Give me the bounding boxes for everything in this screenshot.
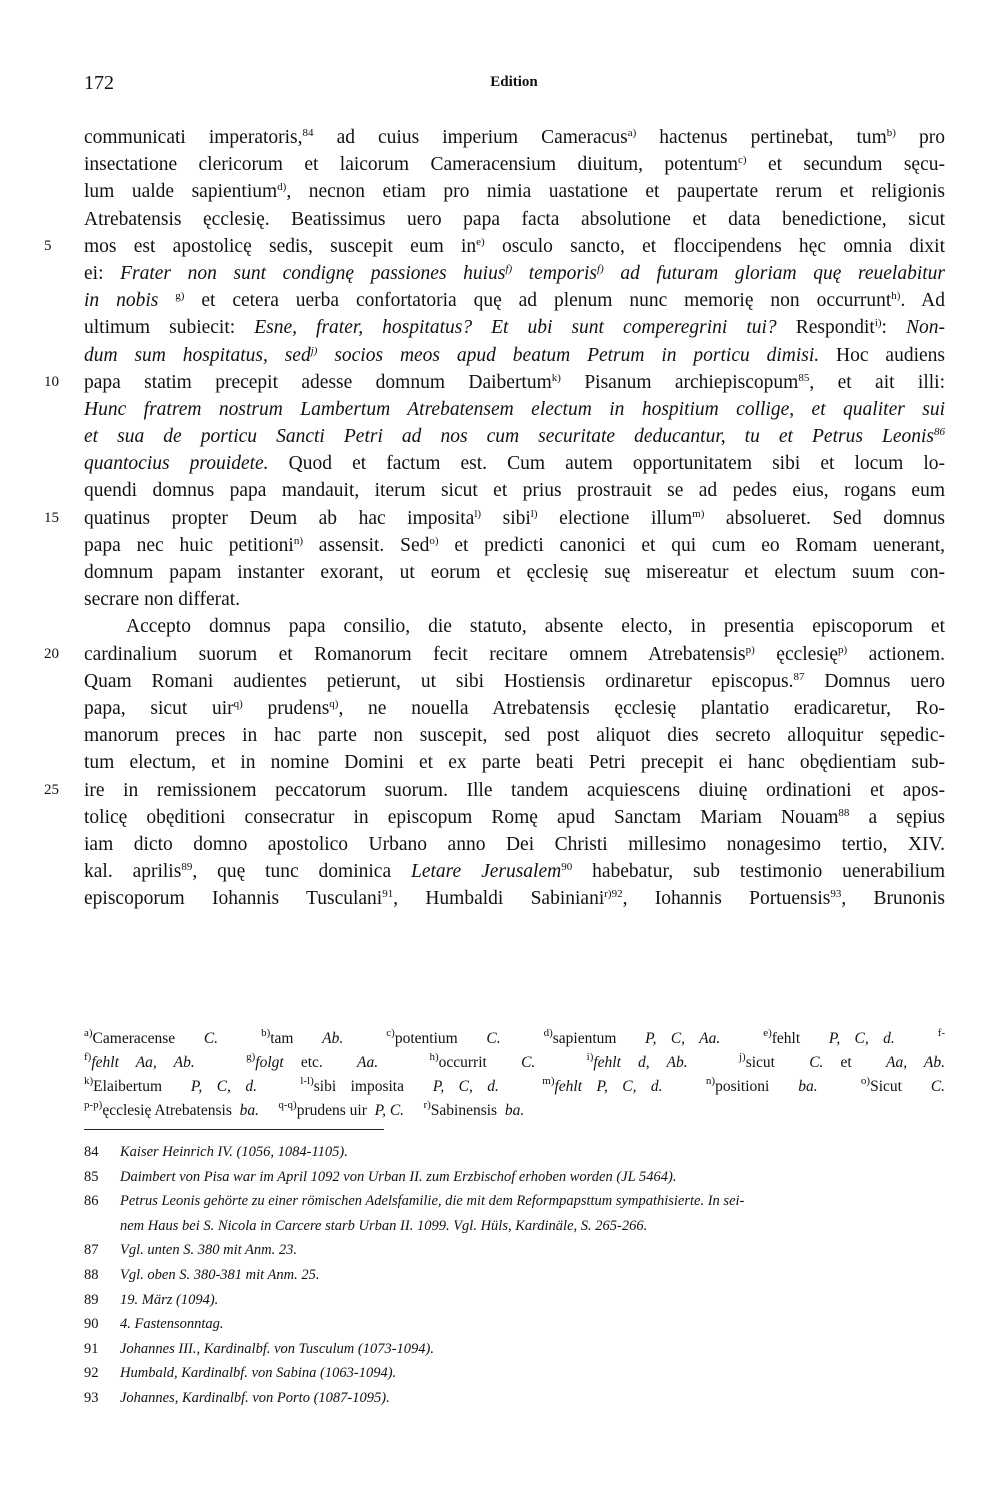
footnote-number: 91 (84, 1340, 99, 1357)
footnote-number: 86 (84, 1193, 99, 1210)
footnote (84, 1312, 945, 1337)
line-text: et sua de porticu Sancti Petri ad nos cum securitate deducantur, tu et Petrus Leonis$^{86}$ (84, 426, 945, 448)
text-line (84, 450, 945, 477)
footnote (84, 1361, 945, 1386)
text-line (84, 178, 945, 205)
line-text: Quam Romani audientes petierunt, ut sibi Hostiensis ordinaretur episcopus.$^{87}$ Domnus uero (84, 670, 945, 692)
line-text: communicati imperatoris,$^{84}$ ad cuius imperium Cameracus$^{a)}$ hactenus pertinebat, tum$^{b)}$ pro (84, 127, 945, 148)
text-line (84, 804, 945, 831)
text-line (84, 613, 945, 640)
footnote-rule (84, 1129, 384, 1130)
apparatus-line: $^{f)}$fehlt Aa, Ab. $^{g)}$folgt etc. Aa. $^{h)}$occurrit C. $^{i)}$fehlt d, Ab. $^{j)}$sicut C. et Aa, Ab. (84, 1051, 946, 1071)
line-text: kal. aprilis$^{89}$, quę tunc dominica Letare Jerusalem$^{90}$ habebatur, sub testimonio uenerabilium (84, 861, 945, 883)
text-line (84, 695, 945, 722)
line-number: 15 (44, 509, 59, 526)
line-text: lum ualde sapientium$^{d)}$, necnon etiam pro nimia uastatione et paupertate rerum et religionis (84, 181, 945, 203)
line-text: quendi domnus papa mandauit, iterum sicut et prius prostrauit se ad pedes eius, rogans eum (84, 480, 945, 502)
footnote-text: Vgl. oben S. 380-381 mit Anm. 25. (120, 1266, 320, 1283)
text-line (84, 151, 945, 178)
page-header (84, 72, 944, 96)
line-text: tolicę obęditioni consecratur in episcopum Romę apud Sanctam Mariam Nouam$^{88}$ a sępius (84, 806, 945, 828)
line-text: manorum preces in hac parte non suscepit, sed post aliquot dies secreto alloquitur sępedic- (84, 725, 945, 747)
line-text: ei: Frater non sunt condignę passiones huius$^{f)}$ temporis$^{f)}$ ad futuram gloriam quę reuelabitur (84, 262, 946, 284)
text-line (84, 831, 945, 858)
line-text: ire in remissionem peccatorum suorum. Ille tandem acquiescens diuinę ordinationi et apos- (84, 779, 945, 801)
footnote (84, 1165, 945, 1190)
footnote-text: 4. Fastensonntag. (120, 1316, 224, 1333)
line-text: quantocius prouidete. Quod et factum est. Cum autem opportunitatem sibi et locum lo- (84, 453, 945, 475)
text-line (44, 777, 945, 804)
line-text: dum sum hospitatus, sed$^{j)}$ socios meos apud beatum Petrum in porticu dimisi. Hoc audiens (84, 344, 945, 366)
text-line (84, 722, 945, 749)
footnote (84, 1337, 945, 1362)
text-line (84, 858, 945, 885)
line-text: in nobis $^{g)}$ et cetera uerba confortatoria quę ad plenum nunc memorię non occurrunt$^{h)}$. Ad (84, 290, 945, 312)
line-text: ultimum subiecit: Esne, frater, hospitatus? Et ubi sunt comperegrini tui? Respondit$^{i)}$: Non- (84, 317, 945, 339)
apparatus-line: $^{k)}$Elaibertum P, C, d. $^{l-l)}$sibi imposita P, C, d. $^{m)}$fehlt P, C, d. $^{n)}$positioni ba. $^{o)}$Sicut C. (84, 1075, 946, 1095)
text-line (44, 641, 946, 668)
line-text: papa nec huic petitioni$^{n)}$ assensit. Sed$^{o)}$ et predicti canonici et qui cum eo Romam uenerant, (84, 534, 946, 556)
text-line (44, 505, 946, 532)
footnote-text: Johannes III., Kardinalbf. von Tusculum (1073-1094). (120, 1340, 435, 1357)
line-text: papa, sicut uir$^{q)}$ prudens$^{q)}$, ne nouella Atrebatensis ęcclesię plantatio eradicaretur, Ro- (84, 697, 945, 719)
line-text: tum electum, et in nomine Domini et ex parte beati Petri precepit ei hanc obędientiam sub- (84, 752, 945, 774)
footnote (84, 1140, 945, 1165)
footnote-text: Petrus Leonis gehörte zu einer römischen Adelsfamilie, die mit dem Reformpapsttum sympathisierte. In sei- (120, 1193, 745, 1210)
footnote-text: Humbald, Kardinalbf. von Sabina (1063-1094). (120, 1365, 397, 1382)
footnotes (84, 1140, 945, 1411)
line-text: mos est apostolicę sedis, suscepit eum $in^{e)}$ osculo sancto, et floccipendens hęc omnia dixit (84, 235, 945, 257)
text-line (84, 532, 945, 559)
footnote (84, 1263, 945, 1288)
text-line (84, 749, 945, 776)
footnote (84, 1288, 945, 1313)
text-line (84, 586, 945, 613)
apparatus-line: $^{p-p)}$ęcclesię Atrebatensis ba. $^{q-q)}$prudens uir P, C. $^{r)}$Sabinensis ba. (84, 1099, 525, 1119)
footnote-number: 87 (84, 1242, 99, 1259)
footnote-number: 84 (84, 1144, 99, 1160)
line-text: insectatione clericorum et laicorum Cameracensium diuitum, potentum$^{c)}$ et secundum sęcu- (84, 154, 945, 176)
footnote-text: Daimbert von Pisa war im April 1092 von Urban II. zum Erzbischof erhoben worden (JL 5464). (120, 1168, 677, 1185)
line-text: Hunc fratrem nostrum Lambertum Atrebatensem electum in hospitium collige, et qualiter sui (84, 398, 945, 420)
critical-apparatus (84, 1027, 945, 1123)
line-text: quatinus propter Deum ab hac imposita$^{l)}$ sibi$^{l)}$ electione illum$^{m)}$ absolueret. Sed domnus (84, 507, 946, 529)
footnote (84, 1189, 945, 1238)
line-text: iam dicto domno apostolico Urbano anno Dei Christi millesimo nonagesimo tertio, XIV. (84, 833, 945, 855)
text-line (44, 233, 945, 260)
apparatus-line: $^{a)}$Cameracense C. $^{b)}$tam Ab. $^{c)}$potentium C. $^{d)}$sapientum P, C, Aa. $^{e)}$fehlt P, C, d. $^{f-}$ (84, 1027, 946, 1047)
line-text: Accepto domnus papa consilio, die statuto, absente electo, in presentia episcoporum et (126, 616, 945, 638)
footnote-text: 19. März (1094). (120, 1291, 219, 1308)
text-line (84, 396, 945, 423)
footnote-number: 85 (84, 1168, 99, 1185)
line-text: episcoporum Iohannis Tusculani$^{91}$, Humbaldi Sabiniani$^{r)92}$, Iohannis Portuensis$^{93}$, Brunonis (84, 888, 945, 910)
text-line (84, 477, 945, 504)
text-line (84, 423, 945, 450)
footnote (84, 1238, 945, 1263)
page-number: 172 (84, 72, 114, 94)
text-line (84, 124, 945, 151)
footnote (84, 1386, 945, 1411)
line-text: papa statim precepit adesse domnum Daibertum$^{k)}$ Pisanum archiepiscopum$^{85}$, et ait illi: (84, 371, 946, 393)
line-number: 5 (44, 237, 52, 254)
text-line (84, 342, 945, 369)
running-head: Edition (490, 74, 538, 90)
line-text: domnum papam instanter exorant, ut eorum et ęcclesię suę misereatur et electum suum con- (84, 562, 945, 583)
text-line (84, 885, 945, 912)
line-number: 25 (44, 781, 59, 798)
line-number: 10 (44, 373, 59, 390)
line-text: Atrebatensis ęcclesię. Beatissimus uero papa facta absolutione et data benedictione, sicut (84, 208, 945, 230)
footnote-text: Johannes, Kardinalbf. von Porto (1087-1095). (120, 1389, 390, 1406)
footnote-text-continued: nem Haus bei S. Nicola in Carcere starb Urban II. 1099. Vgl. Hüls, Kardinäle, S. 265-266. (120, 1217, 648, 1234)
footnote-number: 93 (84, 1389, 99, 1406)
footnote-number: 88 (84, 1266, 99, 1283)
main-text (44, 124, 946, 912)
line-text: cardinalium suorum et Romanorum fecit recitare omnem Atrebatensis$^{p)}$ ęcclesię$^{p)}$ actionem. (84, 643, 946, 665)
footnote-number: 90 (84, 1316, 99, 1333)
footnote-number: 92 (84, 1365, 99, 1382)
footnote-text: Vgl. unten S. 380 mit Anm. 23. (120, 1242, 297, 1259)
footnote-text: Kaiser Heinrich IV. (1056, 1084-1105). (120, 1144, 348, 1160)
text-line (84, 260, 945, 287)
line-number: 20 (44, 645, 59, 662)
text-line (84, 559, 945, 586)
footnote-number: 89 (84, 1291, 99, 1308)
line-text: secrare non differat. (84, 589, 241, 611)
text-line (84, 206, 945, 233)
text-line (84, 287, 945, 314)
text-line (44, 369, 946, 396)
text-line (84, 668, 945, 695)
text-line (84, 314, 945, 341)
